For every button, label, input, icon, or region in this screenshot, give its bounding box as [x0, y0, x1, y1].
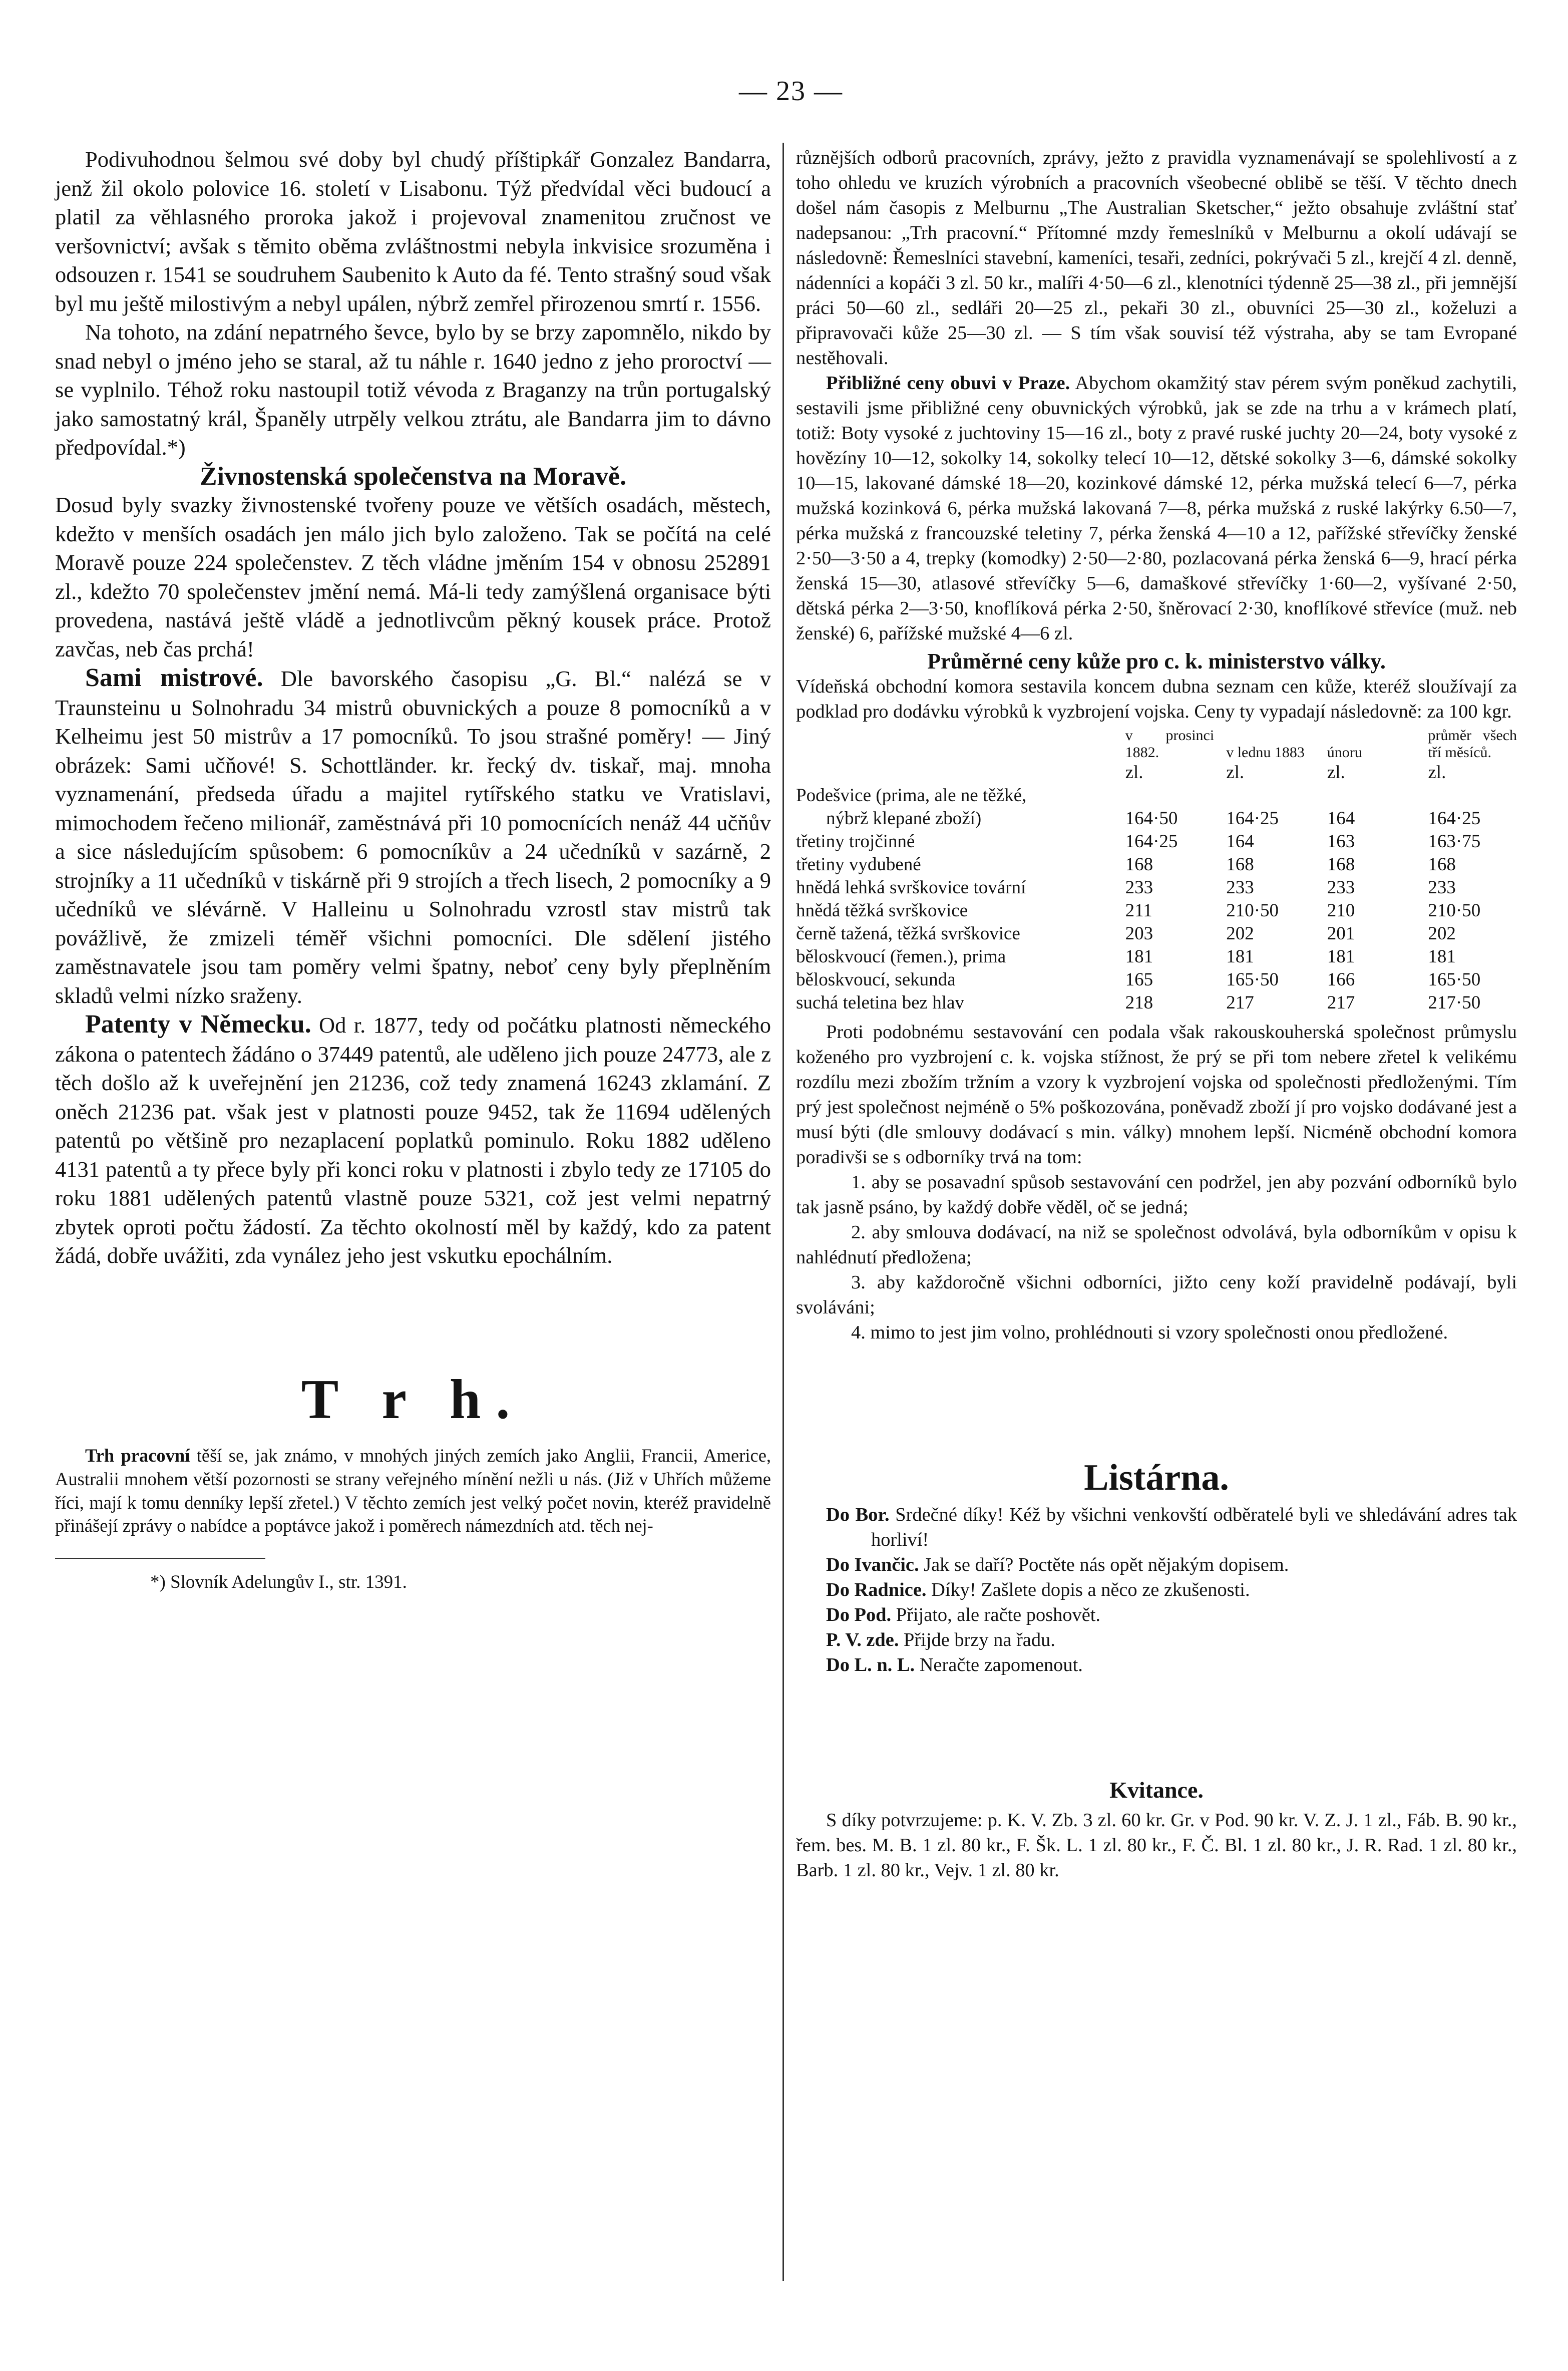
table-cell: 233 [1428, 877, 1456, 898]
table-cell: 168 [1428, 854, 1456, 875]
table-unit: zl. [1428, 762, 1446, 783]
list-item [796, 1602, 1517, 1627]
table-row-label: černě tažená, těžká svrškovice [796, 923, 1020, 944]
table-cell: 165 [1125, 969, 1153, 990]
table-cell: 168 [1327, 854, 1355, 875]
table-row [796, 922, 1517, 945]
article-patenty: Od r. 1877, tedy od počátku platnosti německého zákona o patentech žádáno o 37449 patentů, ale uděleno jich pouze 24773, ale z těch došlo až k uveřejnění jen 21236, což tedy znamená 16243 zklamání. Z oněch 21236 pat. však jest v platnosti pouze 9452, tak že 11694 udělených patentů po většině pro nezaplacení poplatků pominulo. Roku 1882 uděleno 4131 patentů a ty přece byly při konci roku v platnosti i zbylo tedy ze 17105 do roku 1881 udělených patentů vlastně pouze 5321, což jest velmi nepatrný zbytek oproti počtu žádostí. Za těchto okolností měl by každý, kdo za patent žádá, dobře uvážiti, zda vynález jeho jest vskutku epochálním. [55, 1012, 771, 1268]
table-col-header: v prosinci 1882. [1125, 727, 1215, 761]
table-cell: 164·25 [1226, 808, 1279, 829]
table-cell: 181 [1428, 946, 1456, 967]
table-cell: 164·50 [1125, 808, 1178, 829]
table-row [796, 853, 1517, 876]
footnote: *) Slovník Adelungův I., str. 1391. [150, 1572, 407, 1593]
table-cell: 233 [1226, 877, 1254, 898]
table-row-label: třetiny vydubené [796, 854, 921, 875]
table-row-label: suchá teletina bez hlav [796, 992, 964, 1013]
table-cell: 168 [1226, 854, 1254, 875]
page-number: — 23 — [739, 76, 843, 107]
article-zivnostenska: Dosud byly svazky živnostenské tvořeny pouze ve větších osadách, městech, kdežto v menších osadách jen málo jich bylo založeno. Tak se počítá na celé Moravě pouze 224 společenstev. Z těch vládne jměním 154 v obnosu 252891 zl., kdežto 70 společenstev jmění nemá. Má-li tedy zamýšlená organisace býti provedena, nastává ještě vládě a jednotlivcům pěkný kousek práce. Protož zavčas, neb čas prchá! [55, 492, 771, 661]
table-cell: 203 [1125, 923, 1153, 944]
table-cell: 210·50 [1226, 900, 1279, 921]
table-row [796, 968, 1517, 991]
list-item [796, 1502, 1517, 1552]
list-item [796, 1577, 1517, 1602]
table-row-label: běloskvoucí, sekunda [796, 969, 956, 990]
article-ceny-obuvi: Abychom okamžitý stav pérem svým poněkud zachytili, sestavili jsme přibližné ceny obuvnických výrobků, jak se zde na trhu a v krámech platí, totiž: Boty vysoké z juchtoviny 15—16 zl., boty z pravé ruské juchty 20—24, boty vysoké z hovězíny 10—12, sokolky 14, sokolky telecí 10—12, dětské sokolky 3—6, dámské sokolky 10—15, lakované dámské 18—20, kozinkové dámské 12, pérka mužská telecí 6—7, pérka mužská kozinková 6, pérka mužská lakovaná 7—8, pérka mužská z ruské lakýrky 6.50—7, pérka mužská z francouzské teletiny 7, pérka ženská 4—10 a 12, pařížské střevíčky ženské 2·50—3·50 a 4, trepky (komodky) 2·50—2·80, pozlacovaná pérka ženská 6—9, hrací pérka ženská 15—30, atlasové střevíčky 5—6, damaškové střevíčky 1·60—2, vyšívané 2·50, dětská pérka 2—3·50, knoflíková pérka 2·50, šněrovací 2·30, knoflíkové střevíce (muž. neb ženské) 6, pařížské mužské 4—6 zl. [796, 373, 1517, 644]
table-cell: 210·50 [1428, 900, 1481, 921]
listarna-recipient: Do Pod. [826, 1604, 892, 1625]
listarna-recipient: Do Radnice. [826, 1579, 927, 1600]
table-row [796, 991, 1517, 1014]
listarna-text: Přijde brzy na řadu. [904, 1629, 1055, 1650]
kvitance-text: S díky potvrzujeme: p. K. V. Zb. 3 zl. 60 kr. Gr. v Pod. 90 kr. V. Z. J. 1 zl., Fáb. B. 90 kr., řem. bes. M. B. 1 zl. 80 kr., F. Šk. L. 1 zl. 80 kr., F. Č. Bl. 1 zl. 80 kr., J. R. Rad. 1 zl. 80 kr., Barb. 1 zl. 80 kr., Vejv. 1 zl. 80 kr. [796, 1810, 1517, 1881]
listarna-list [796, 1502, 1517, 1677]
table-header-row [796, 727, 1517, 761]
table-cell: 181 [1226, 946, 1254, 967]
heading-trh: T r h. [301, 1368, 525, 1431]
table-cell: 217·50 [1428, 992, 1481, 1013]
list-item: 3. aby každoročně všichni odborníci, jižto ceny koží pravidelně podávají, byli svoláváni; [796, 1272, 1517, 1318]
heading-ceny-obuvi: Přibližné ceny obuvi v Praze. [826, 373, 1070, 394]
table-cell [1214, 784, 1315, 807]
table-row [796, 784, 1517, 807]
listarna-text: Díky! Zašlete dopis a něco ze zkušenosti. [931, 1579, 1250, 1600]
heading-listarna: Listárna. [1084, 1457, 1229, 1498]
article-sami-mistrove: Dle bavorského časopisu „G. Bl.“ nalézá se v Traunsteinu u Solnohradu 34 mistrů obuvnických a pouze 8 pomocníků a v Kelheimu jest 50 mistrův a 17 pomocníků. To jsou strašné poměry! — Jiný obrázek: Sami učňové! S. Schottländer. kr. řecký dv. tiskař, maj. mnoha vyznamenání, předseda úřadu a majitel rytířského statku ve Vratislavi, mimochodem řečeno milionář, zaměstnává při 10 pomocnících nenáž 44 učňův a sice následujícím spůsobem: 6 pomocníkův a 24 učedníků v sazárně, 2 strojníky a 11 učedníků v tiskárně při 9 strojích a třech lisech, 2 pomocníky a 9 učedníků ve slévárně. V Halleinu u Solnohradu vzrostl stav mistrů tak povážlivě, že zmizeli téměř všichni pomocníci. Dle sdělení jistého zaměstnavatele jsou tam poměry velmi špatny, neboť ceny byly přeplněním skladů velmi nízko sraženy. [55, 666, 771, 1008]
listarna-text: Přijato, ale račte poshovět. [896, 1604, 1101, 1625]
demands-list [796, 1170, 1517, 1345]
listarna-text: Jak se daří? Poctěte nás opět nějakým dopisem. [924, 1554, 1289, 1575]
list-item: 1. aby se posavadní spůsob sestavování cen podržel, jen aby pozvání odborníků bylo tak jasně psáno, by každý dobře věděl, oč se jedná; [796, 1172, 1517, 1218]
table-row-label: nýbrž klepané zboží) [826, 808, 982, 829]
heading-kvitance: Kvitance. [1109, 1777, 1204, 1803]
table-col-header: v lednu 1883 [1226, 744, 1305, 761]
list-item [796, 1652, 1517, 1677]
table-cell [1416, 784, 1517, 807]
table-cell: 233 [1327, 877, 1355, 898]
table-cell: 202 [1428, 923, 1456, 944]
table-cell: 164 [1327, 808, 1355, 829]
article-bandarra: Podivuhodnou šelmou své doby byl chudý příštipkář Gonzalez Bandarra, jenž žil okolo polovice 16. století v Lisabonu. Týž předvídal věci budoucí a platil za věhlasného proroka jakož i projevoval znamenitou zručnost ve veršovnictví; avšak s těmito oběma zvláštnostmi nebyla inkvisice srozuměna i odsouzen r. 1541 se soudruhem Saubenito k Auto da fé. Tento strašný soud však byl mu ještě milostivým a nebyl upálen, nýbrž zemřel přirozenou smrtí r. 1556. [55, 147, 771, 316]
table-col-header: průměr všech tří měsíců. [1428, 727, 1517, 761]
article-stiznost: Proti podobnému sestavování cen podala však rakouskouherská společnost průmyslu koženého pro vyzbrojení c. k. vojska stížnost, že prý se při tom nebere zřetel k velikému rozdílu mezi zbožím tržním a vzory k vyzbrojení vojska od společnosti předloženými. Tím prý jest společnost nejméně o 5% poškozována, poněvadž zboží jí pro vojsko dodávané jest a musí býti (dle smlouvy dodávací s min. války) mnohem lepší. Nicméně obchodní komora poradivši se s odborníky trvá na tom: [796, 1022, 1517, 1168]
table-row-label: třetiny trojčinné [796, 831, 915, 852]
table-row [796, 830, 1517, 853]
listarna-text: Neračte zapomenout. [919, 1654, 1083, 1675]
footnote-rule [55, 1558, 265, 1559]
table-cell [1315, 784, 1416, 807]
table-cell: 210 [1327, 900, 1355, 921]
listarna-recipient: Do Ivančic. [826, 1554, 919, 1575]
table-cell: 163 [1327, 831, 1355, 852]
listarna-text: Srdečné díky! Kéž by všichni venkovští odběratelé byli ve shledávání adres tak horliví! [871, 1504, 1517, 1550]
table-cell: 164·25 [1125, 831, 1178, 852]
article-ceny-kuze: Vídeňská obchodní komora sestavila koncem dubna seznam cen kůže, kteréž sloužívají za podklad pro dodávku výrobků k vyzbrojení vojska. Ceny ty vypadají následovně: za 100 kgr. [796, 676, 1517, 722]
left-column [55, 145, 771, 1597]
table-unit: zl. [1125, 762, 1143, 783]
table-cell: 165·50 [1428, 969, 1481, 990]
table-row [796, 876, 1517, 899]
table-col-header: únoru [1327, 744, 1362, 761]
table-cell: 181 [1125, 946, 1153, 967]
table-cell: 217 [1226, 992, 1254, 1013]
article-trh: těší se, jak známo, v mnohých jiných zemích jako Anglii, Francii, Americe, Australii mnohem větší pozornosti se strany veřejného mínění nežli u nás. (Již v Uhřích můžeme říci, mají k tomu denníky lepší zřetel.) V těchto zemích jest velký počet novin, kteréž pravidelně přinášejí zprávy o nabídce a poptávce jakož i poměrech námezdních atd. těch nej- [55, 1445, 771, 1536]
table-row-label: Podešvice (prima, ale ne těžké, [796, 785, 1027, 806]
price-table [796, 727, 1517, 1014]
column-rule [782, 143, 784, 2281]
table-row [796, 945, 1517, 968]
heading-ceny-kuze: Průměrné ceny kůže pro c. k. ministerstvo války. [927, 649, 1386, 673]
article-bandarra-continued: Na tohoto, na zdání nepatrného ševce, bylo by se brzy zapomnělo, nikdo by snad nebyl o jméno jeho se staral, až tu náhle r. 1640 jedno z jeho proroctví — se vyplnilo. Téhož roku nastoupil totiž vévoda z Braganzy na trůn portugalský jako samostatný král, Španěly utrpěly velkou ztrátu, ale Bandarra jim to dávno předpovídal.*) [55, 319, 771, 460]
listarna-recipient: Do L. n. L. [826, 1654, 915, 1675]
table-row [796, 807, 1517, 830]
table-cell: 165·50 [1226, 969, 1279, 990]
table-cell: 217 [1327, 992, 1355, 1013]
table-cell: 181 [1327, 946, 1355, 967]
right-column [796, 145, 1517, 1883]
listarna-recipient: P. V. zde. [826, 1629, 899, 1650]
list-item [796, 1552, 1517, 1577]
table-row-label: běloskvoucí (řemen.), prima [796, 946, 1006, 967]
trh-lead: Trh pracovní [85, 1445, 190, 1466]
table-row [796, 899, 1517, 922]
heading-sami-mistrove: Sami mistrové. [85, 663, 263, 692]
heading-patenty: Patenty v Německu. [85, 1010, 311, 1039]
table-cell: 233 [1125, 877, 1153, 898]
heading-zivnostenska-spolecenstva: Živnostenská společenstva na Moravě. [199, 462, 627, 491]
list-item [796, 1627, 1517, 1652]
table-cell: 164 [1226, 831, 1254, 852]
table-cell: 201 [1327, 923, 1355, 944]
table-unit-row [796, 761, 1517, 784]
table-unit: zl. [1327, 762, 1345, 783]
table-cell [1113, 784, 1215, 807]
table-row-label: hnědá lehká svrškovice tovární [796, 877, 1026, 898]
table-unit: zl. [1226, 762, 1245, 783]
table-cell: 166 [1327, 969, 1355, 990]
table-cell: 202 [1226, 923, 1254, 944]
table-row-label: hnědá těžká svrškovice [796, 900, 968, 921]
table-cell: 218 [1125, 992, 1153, 1013]
list-item: 2. aby smlouva dodávací, na niž se společnost odvolává, byla odborníkům v opisu k nahlédnutí předložena; [796, 1222, 1517, 1268]
list-item: 4. mimo to jest jim volno, prohlédnouti si vzory společnosti onou předložené. [851, 1322, 1448, 1343]
article-trh-continued: různějších odborů pracovních, zprávy, ježto z pravidla vyznamenávají se spolehlivostí a z toho ohledu ve kruzích výrobních a pracovních všeobecné oblibě se těší. V těchto dnech došel nám časopis z Melburnu „The Australian Sketscher,“ ježto obsahuje zvláštní stať nadepsanou: „Trh pracovní.“ Přítomné mzdy řemeslníků v Melburnu a okolí udávají se následovně: Řemeslníci stavební, kameníci, tesaři, zedníci, pokrývači 5 zl., krejčí 4 zl. denně, nádenníci a kopáči 3 zl. 50 kr., malíři 4·50—6 zl., klenotníci týdenně 25—38 zl., při jemnější práci 50—60 zl., sedláři 20—25 zl., pekaři 30 zl., obuvníci 25—30 zl., koželuzi a připravovači kůže 25—30 zl. — S tím však souvisí též výstraha, aby se tam Evropané nestěhovali. [796, 147, 1517, 369]
listarna-recipient: Do Bor. [826, 1504, 890, 1525]
table-cell: 164·25 [1428, 808, 1481, 829]
table-cell: 163·75 [1428, 831, 1481, 852]
table-cell: 168 [1125, 854, 1153, 875]
table-cell: 211 [1125, 900, 1152, 921]
